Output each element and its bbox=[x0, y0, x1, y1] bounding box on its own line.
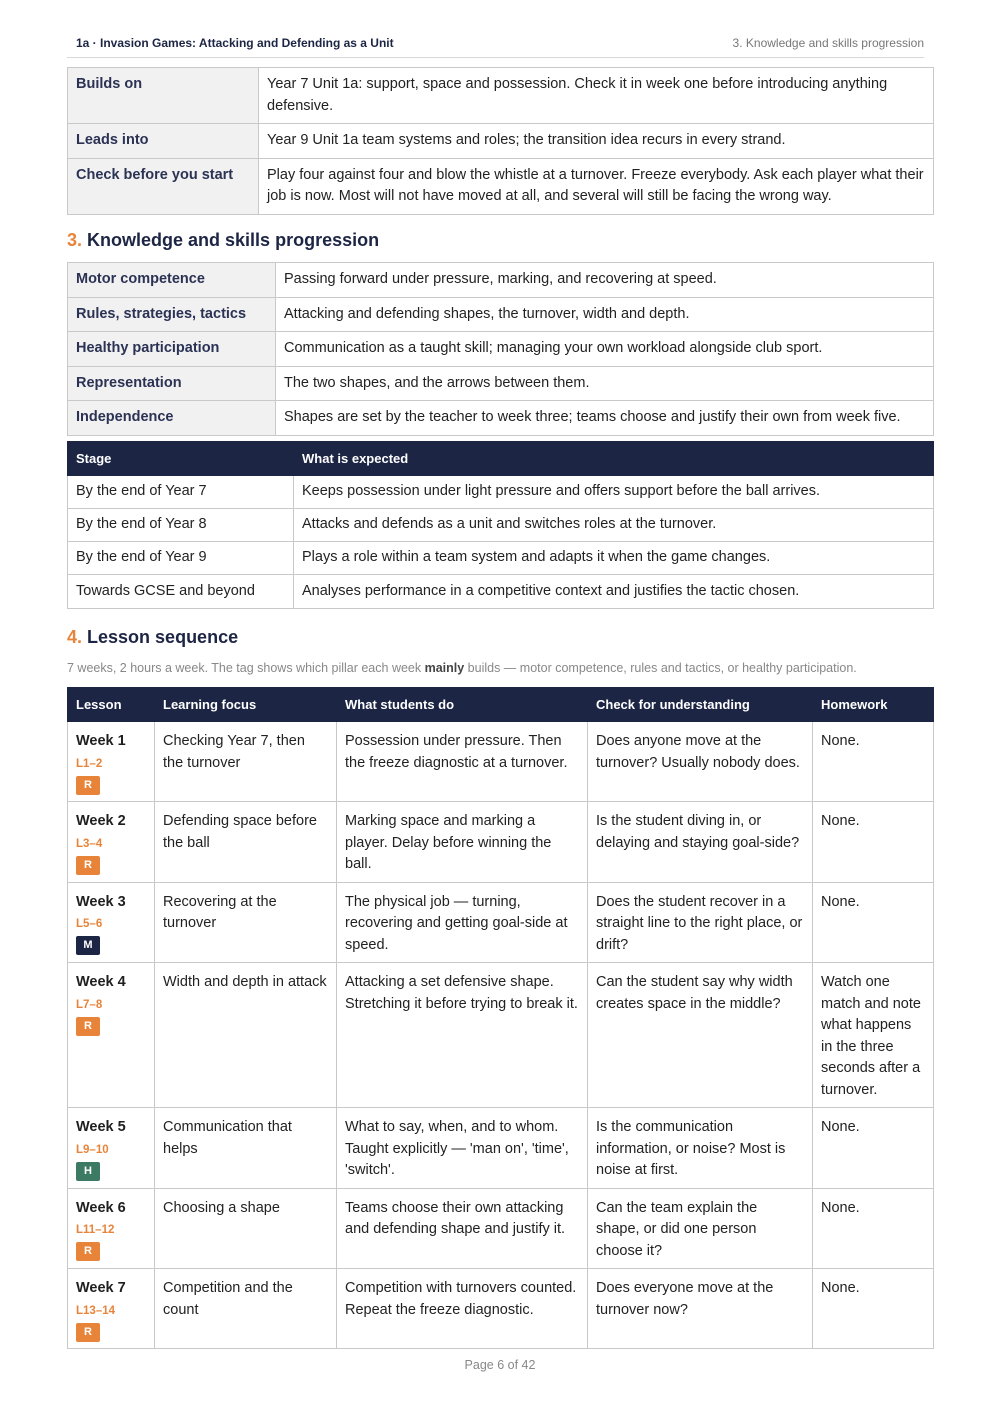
column-header: Homework bbox=[813, 688, 934, 722]
week-label: Week 4 bbox=[76, 974, 126, 990]
student-activity: Teams choose their own attacking and defending shape and justify it. bbox=[337, 1188, 588, 1269]
lesson-cell bbox=[68, 963, 155, 1108]
column-header: What students do bbox=[337, 688, 588, 722]
learning-focus: Defending space before the ball bbox=[155, 802, 337, 883]
table-row bbox=[68, 297, 934, 332]
lesson-row bbox=[68, 882, 934, 963]
pillar-name: Independence bbox=[68, 401, 276, 436]
column-header: Stage bbox=[68, 442, 294, 476]
stage-expectation: Attacks and defends as a unit and switches roles at the turnover. bbox=[294, 509, 934, 542]
section-title: Lesson sequence bbox=[87, 627, 239, 647]
table-row bbox=[68, 332, 934, 367]
student-activity: Attacking a set defensive shape. Stretching it before trying to break it. bbox=[337, 963, 588, 1108]
pillar-name: Rules, strategies, tactics bbox=[68, 297, 276, 332]
stage-name: By the end of Year 7 bbox=[68, 476, 294, 509]
context-table bbox=[67, 67, 934, 215]
lesson-cell bbox=[68, 1188, 155, 1269]
homework: None. bbox=[813, 882, 934, 963]
pillar-description: Shapes are set by the teacher to week three; teams choose and justify their own from week five. bbox=[276, 401, 934, 436]
section-number: 4. bbox=[67, 627, 83, 647]
table-row bbox=[68, 366, 934, 401]
homework: None. bbox=[813, 722, 934, 802]
lesson-row bbox=[68, 722, 934, 802]
running-header bbox=[67, 36, 924, 58]
homework: Watch one match and note what happens in the three seconds after a turnover. bbox=[813, 963, 934, 1108]
lesson-range: L13–14 bbox=[76, 1304, 116, 1317]
lesson-range: L7–8 bbox=[76, 998, 103, 1011]
learning-focus: Competition and the count bbox=[155, 1269, 337, 1349]
homework: None. bbox=[813, 1269, 934, 1349]
column-header: Learning focus bbox=[155, 688, 337, 722]
pillars-table bbox=[67, 262, 934, 436]
stage-expectation: Plays a role within a team system and adapts it when the game changes. bbox=[294, 542, 934, 575]
row-value: Year 9 Unit 1a team systems and roles; the transition idea recurs in every strand. bbox=[259, 124, 934, 159]
student-activity: What to say, when, and to whom. Taught explicitly — 'man on', 'time', 'switch'. bbox=[337, 1108, 588, 1189]
stages-table bbox=[67, 441, 934, 609]
section-indicator: 3. Knowledge and skills progression bbox=[732, 36, 924, 50]
table-row bbox=[68, 476, 934, 509]
table-row bbox=[68, 263, 934, 298]
table-row bbox=[68, 575, 934, 609]
stage-name: By the end of Year 9 bbox=[68, 542, 294, 575]
table-row bbox=[68, 542, 934, 575]
row-key: Leads into bbox=[68, 124, 259, 159]
lesson-row bbox=[68, 802, 934, 883]
student-activity: Possession under pressure. Then the freeze diagnostic at a turnover. bbox=[337, 722, 588, 802]
pillar-tag: M bbox=[76, 936, 100, 955]
understanding-check: Is the communication information, or noise? Most is noise at first. bbox=[588, 1108, 813, 1189]
intro-emphasis: mainly bbox=[424, 661, 465, 675]
learning-focus: Recovering at the turnover bbox=[155, 882, 337, 963]
table-row bbox=[68, 124, 934, 159]
row-key: Builds on bbox=[68, 68, 259, 124]
table-header-row bbox=[68, 688, 934, 722]
lesson-cell bbox=[68, 1269, 155, 1349]
column-header: What is expected bbox=[294, 442, 934, 476]
pillar-tag: R bbox=[76, 1323, 100, 1342]
intro-text: builds — motor competence, rules and tactics, or healthy participation. bbox=[464, 661, 857, 675]
understanding-check: Is the student diving in, or delaying and staying goal-side? bbox=[588, 802, 813, 883]
week-label: Week 7 bbox=[76, 1280, 126, 1296]
student-activity: Marking space and marking a player. Delay before winning the ball. bbox=[337, 802, 588, 883]
stage-expectation: Analyses performance in a competitive context and justifies the tactic chosen. bbox=[294, 575, 934, 609]
pillar-tag: H bbox=[76, 1162, 100, 1181]
lessons-table bbox=[67, 687, 934, 1349]
lesson-range: L9–10 bbox=[76, 1143, 109, 1156]
lesson-range: L11–12 bbox=[76, 1224, 115, 1236]
lesson-row bbox=[68, 1269, 934, 1349]
lesson-row bbox=[68, 963, 934, 1108]
stage-name: Towards GCSE and beyond bbox=[68, 575, 294, 609]
pillar-name: Healthy participation bbox=[68, 332, 276, 367]
table-row bbox=[68, 401, 934, 436]
learning-focus: Communication that helps bbox=[155, 1108, 337, 1189]
pillar-tag: R bbox=[76, 1017, 100, 1036]
row-key: Check before you start bbox=[68, 158, 259, 214]
column-header: Check for understanding bbox=[588, 688, 813, 722]
week-label: Week 6 bbox=[76, 1199, 126, 1216]
lesson-range: L3–4 bbox=[76, 837, 103, 850]
understanding-check: Can the student say why width creates space in the middle? bbox=[588, 963, 813, 1108]
week-label: Week 2 bbox=[76, 813, 126, 829]
lesson-cell bbox=[68, 1108, 155, 1189]
student-activity: Competition with turnovers counted. Repeat the freeze diagnostic. bbox=[337, 1269, 588, 1349]
lesson-cell bbox=[68, 722, 155, 802]
lesson-row bbox=[68, 1108, 934, 1189]
homework: None. bbox=[813, 802, 934, 883]
column-header: Lesson bbox=[68, 688, 155, 722]
learning-focus: Choosing a shape bbox=[155, 1188, 337, 1269]
understanding-check: Can the team explain the shape, or did one person choose it? bbox=[588, 1188, 813, 1269]
learning-focus: Width and depth in attack bbox=[155, 963, 337, 1108]
week-label: Week 5 bbox=[76, 1119, 126, 1135]
pillar-name: Motor competence bbox=[68, 263, 276, 298]
lesson-sequence-intro bbox=[67, 661, 857, 675]
homework: None. bbox=[813, 1108, 934, 1189]
intro-text: 7 weeks, 2 hours a week. The tag shows which pillar each week bbox=[67, 661, 425, 675]
learning-focus: Checking Year 7, then the turnover bbox=[155, 722, 337, 802]
lesson-range: L5–6 bbox=[76, 918, 103, 930]
lesson-row bbox=[68, 1188, 934, 1269]
pillar-tag: R bbox=[76, 1242, 100, 1261]
row-value: Year 7 Unit 1a: support, space and possession. Check it in week one before introducing anything defensive. bbox=[259, 68, 934, 124]
page-number: Page 6 of 42 bbox=[464, 1358, 536, 1372]
pillar-description: The two shapes, and the arrows between them. bbox=[276, 366, 934, 401]
understanding-check: Does the student recover in a straight line to the right place, or drift? bbox=[588, 882, 813, 963]
unit-title: 1a · Invasion Games: Attacking and Defending as a Unit bbox=[76, 36, 394, 50]
section-heading-4 bbox=[67, 627, 238, 648]
pillar-name: Representation bbox=[68, 366, 276, 401]
stage-name: By the end of Year 8 bbox=[68, 509, 294, 542]
table-row bbox=[68, 509, 934, 542]
table-row bbox=[68, 68, 934, 124]
student-activity: The physical job — turning, recovering and getting goal-side at speed. bbox=[337, 882, 588, 963]
pillar-description: Passing forward under pressure, marking, and recovering at speed. bbox=[276, 263, 934, 298]
row-value: Play four against four and blow the whistle at a turnover. Freeze everybody. Ask each player what their job is now. Most will not have moved at all, and several will still be facing the wrong way. bbox=[259, 158, 934, 214]
pillar-description: Communication as a taught skill; managing your own workload alongside club sport. bbox=[276, 332, 934, 367]
section-title: Knowledge and skills progression bbox=[87, 230, 380, 250]
lesson-cell bbox=[68, 882, 155, 963]
table-header-row bbox=[68, 442, 934, 476]
week-label: Week 3 bbox=[76, 893, 126, 910]
understanding-check: Does anyone move at the turnover? Usually nobody does. bbox=[588, 722, 813, 802]
lesson-range: L1–2 bbox=[76, 757, 103, 770]
week-label: Week 1 bbox=[76, 733, 126, 749]
pillar-tag: R bbox=[76, 776, 100, 795]
understanding-check: Does everyone move at the turnover now? bbox=[588, 1269, 813, 1349]
stage-expectation: Keeps possession under light pressure and offers support before the ball arrives. bbox=[294, 476, 934, 509]
section-number: 3. bbox=[67, 230, 83, 250]
pillar-tag: R bbox=[76, 856, 100, 875]
homework: None. bbox=[813, 1188, 934, 1269]
pillar-description: Attacking and defending shapes, the turnover, width and depth. bbox=[276, 297, 934, 332]
lesson-cell bbox=[68, 802, 155, 883]
section-heading-3 bbox=[67, 230, 379, 251]
table-row bbox=[68, 158, 934, 214]
